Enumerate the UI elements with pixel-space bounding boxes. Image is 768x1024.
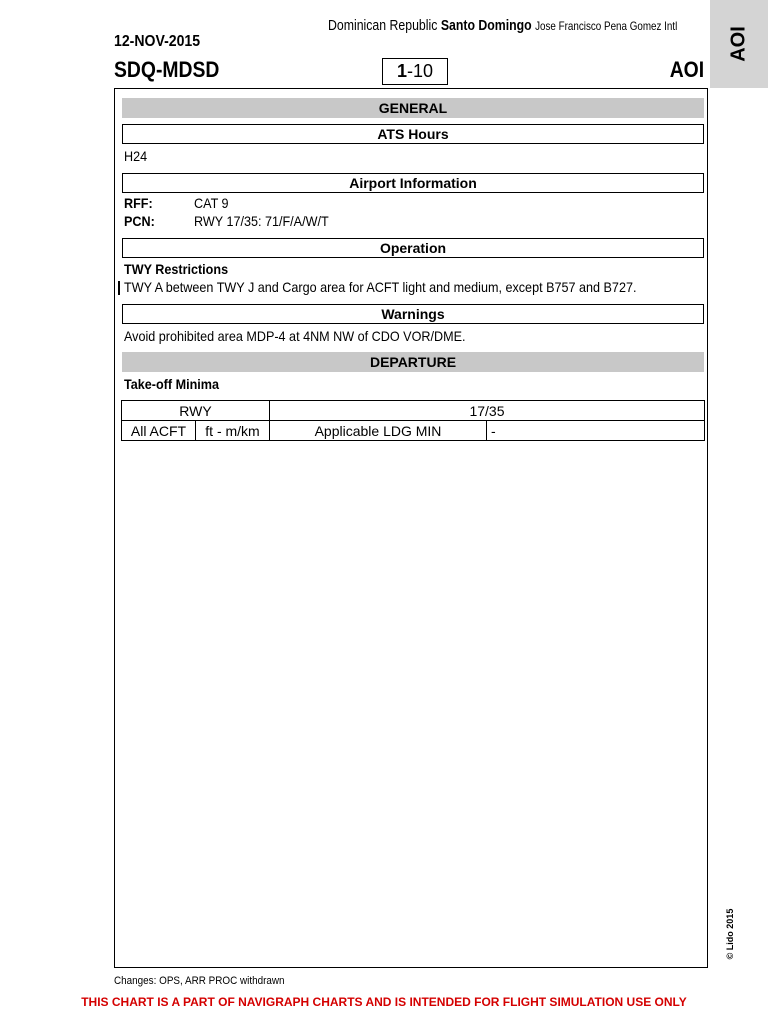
airport-information-heading: Airport Information	[122, 173, 704, 193]
chart-frame	[114, 88, 708, 968]
warnings-text: Avoid prohibited area MDP-4 at 4NM NW of CDO VOR/DME.	[124, 328, 466, 344]
unit-cell: ft - m/km	[196, 421, 270, 441]
minima-value-cell: -	[487, 421, 705, 441]
page-number-major: 1	[396, 61, 407, 81]
ats-hours-value: H24	[124, 148, 148, 164]
airport-code: SDQ-MDSD	[114, 57, 220, 82]
minima-desc-cell: Applicable LDG MIN	[270, 421, 487, 441]
warnings-heading: Warnings	[122, 304, 704, 324]
takeoff-minima-title: Take-off Minima	[124, 376, 219, 392]
section-tab-label: AOI	[727, 26, 750, 62]
chart-date: 12-NOV-2015	[114, 33, 201, 50]
ats-hours-heading: ATS Hours	[122, 124, 704, 144]
rwy-value-cell: 17/35	[270, 401, 705, 421]
general-heading: GENERAL	[122, 98, 704, 118]
twy-restrictions-title: TWY Restrictions	[124, 261, 229, 277]
simulation-disclaimer: THIS CHART IS A PART OF NAVIGRAPH CHARTS AND IS INTENDED FOR FLIGHT SIMULATION USE ONLY	[81, 995, 687, 1009]
page-number-box	[382, 58, 448, 85]
departure-heading: DEPARTURE	[122, 352, 704, 372]
table-row	[122, 421, 705, 441]
pcn-label: PCN:	[124, 213, 155, 229]
pcn-value: RWY 17/35: 71/F/A/W/T	[194, 213, 329, 229]
table-row	[122, 401, 705, 421]
operation-heading: Operation	[122, 238, 704, 258]
header-location	[328, 17, 677, 34]
page-number-minor: -10	[407, 61, 434, 81]
header-country: Dominican Republic	[328, 17, 438, 34]
twy-restrictions-text: TWY A between TWY J and Cargo area for ACFT light and medium, except B757 and B727.	[124, 279, 637, 295]
copyright-notice: © Lido 2015	[725, 908, 735, 960]
rff-label: RFF:	[124, 195, 153, 211]
section-tab	[710, 0, 768, 88]
rff-value: CAT 9	[194, 195, 229, 211]
acft-cell: All ACFT	[122, 421, 196, 441]
takeoff-minima-table	[121, 400, 705, 441]
rwy-label-cell: RWY	[122, 401, 270, 421]
section-code: AOI	[669, 57, 704, 82]
header-city: Santo Domingo	[440, 17, 532, 34]
changes-note: Changes: OPS, ARR PROC withdrawn	[114, 975, 285, 987]
change-bar	[118, 281, 120, 295]
header-airport: Jose Francisco Pena Gomez Intl	[535, 19, 678, 33]
